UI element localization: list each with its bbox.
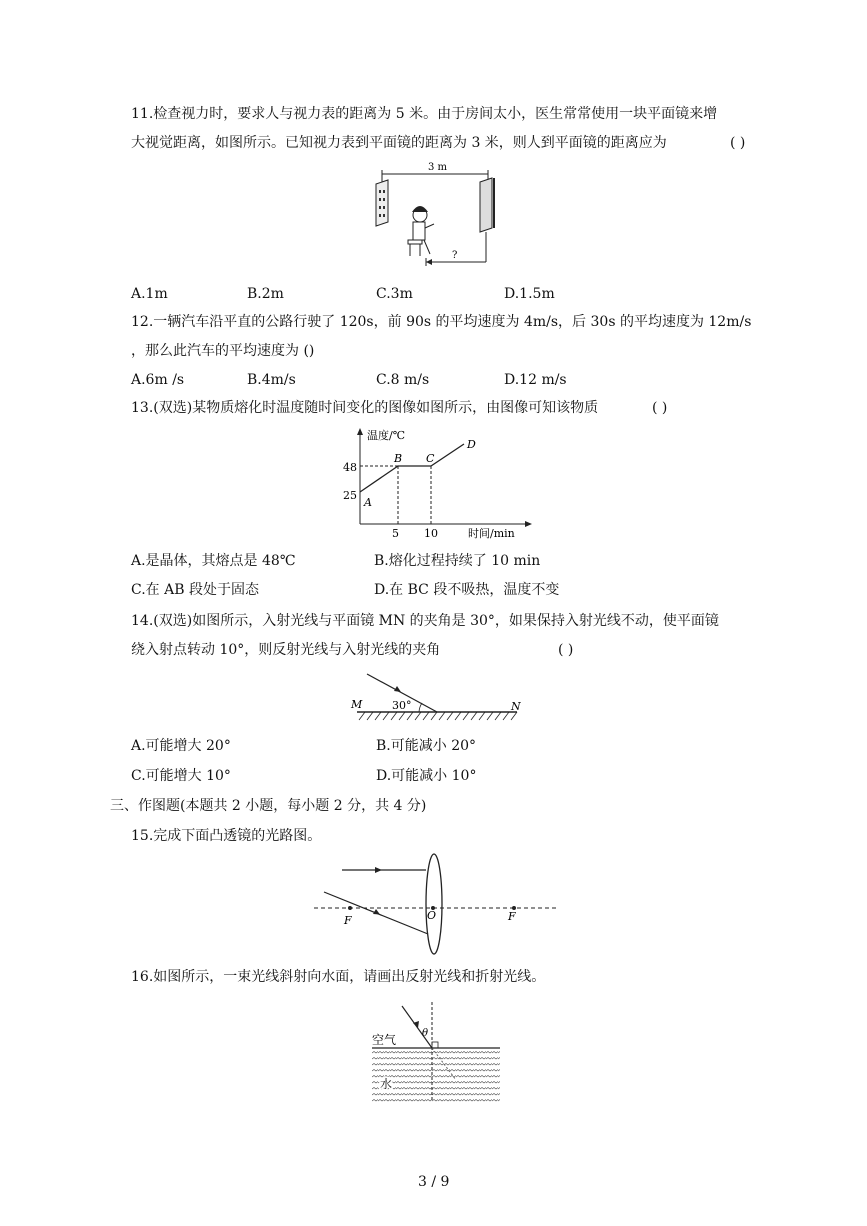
q12-option-c: C.8 m/s xyxy=(376,372,430,388)
graph-y25: 25 xyxy=(343,489,357,502)
optical-center-o: O xyxy=(427,909,437,922)
q11-option-b: B.2m xyxy=(247,286,284,302)
air-label: 空气 xyxy=(372,1033,397,1047)
q11-answer-paren: ( ) xyxy=(730,135,746,151)
q14-option-a: A.可能增大 20° xyxy=(131,738,231,754)
q14-option-c: C.可能增大 10° xyxy=(131,768,231,784)
graph-ylabel: 温度/℃ xyxy=(367,429,406,442)
convex-lens-figure xyxy=(310,852,560,960)
q14-answer-paren: ( ) xyxy=(558,642,574,658)
focus-right-f: F xyxy=(508,910,516,923)
q15-line1: 15.完成下面凸透镜的光路图。 xyxy=(131,828,322,844)
q11-option-c: C.3m xyxy=(376,286,413,302)
q14-line2: 绕入射点转动 10°，则反射光线与入射光线的夹角 xyxy=(131,642,441,658)
angle-theta: θ xyxy=(422,1028,429,1039)
mirror-end-n: N xyxy=(511,700,521,713)
graph-point-a: A xyxy=(364,496,372,509)
q12-line2: ，那么此汽车的平均速度为 () xyxy=(131,343,315,359)
q12-option-d: D.12 m/s xyxy=(504,372,567,388)
angle-label: 30° xyxy=(392,699,412,712)
q11-line1: 11.检查视力时，要求人与视力表的距离为 5 米。由于房间太小，医生常常使用一块平面镜来增 xyxy=(131,106,718,122)
fig-unknown-label: ? xyxy=(452,250,458,261)
page-number: 3 / 9 xyxy=(418,1174,450,1190)
q12-option-a: A.6m /s xyxy=(131,372,185,388)
graph-xlabel: 时间/min xyxy=(468,527,515,540)
q12-option-b: B.4m/s xyxy=(247,372,296,388)
q14-line1: 14.(双选)如图所示，入射光线与平面镜 MN 的夹角是 30°，如果保持入射光线不动，使平面镜 xyxy=(131,613,719,629)
graph-point-d: D xyxy=(467,438,476,451)
mirror-end-m: M xyxy=(351,698,363,711)
water-label: 水 xyxy=(380,1077,393,1091)
graph-y48: 48 xyxy=(343,461,357,474)
q14-option-d: D.可能减小 10° xyxy=(376,768,477,784)
melting-graph xyxy=(340,424,540,546)
q13-answer-paren: ( ) xyxy=(652,400,668,416)
q13-option-c: C.在 AB 段处于固态 xyxy=(131,582,259,598)
graph-point-b: B xyxy=(394,452,403,465)
q13-option-d: D.在 BC 段不吸热，温度不变 xyxy=(374,582,560,598)
section-three-heading: 三、作图题(本题共 2 小题，每小题 2 分，共 4 分) xyxy=(110,798,427,814)
fig-distance-label: 3 m xyxy=(428,162,448,173)
q13-line1: 13.(双选)某物质熔化时温度随时间变化的图像如图所示，由图像可知该物质 xyxy=(131,400,599,416)
graph-x5: 5 xyxy=(392,527,399,540)
q11-option-d: D.1.5m xyxy=(504,286,555,302)
q14-option-b: B.可能减小 20° xyxy=(376,738,477,754)
q11-option-a: A.1m xyxy=(131,286,168,302)
graph-point-c: C xyxy=(426,452,435,465)
water-refraction-figure xyxy=(366,996,506,1108)
q11-line2: 大视觉距离，如图所示。已知视力表到平面镜的距离为 3 米，则人到平面镜的距离应为 xyxy=(131,135,667,151)
q13-option-a: A.是晶体，其熔点是 48℃ xyxy=(131,553,296,569)
q12-line1: 12.一辆汽车沿平直的公路行驶了 120s，前 90s 的平均速度为 4m/s，后 30s 的平均速度为 12m/s xyxy=(131,314,752,330)
focus-left-f: F xyxy=(344,914,352,927)
eye-chart-mirror-figure xyxy=(368,160,503,272)
graph-x10: 10 xyxy=(424,527,438,540)
mirror-incidence-figure xyxy=(345,668,530,726)
q13-option-b: B.熔化过程持续了 10 min xyxy=(374,553,541,569)
q16-line1: 16.如图所示，一束光线斜射向水面，请画出反射光线和折射光线。 xyxy=(131,969,546,985)
